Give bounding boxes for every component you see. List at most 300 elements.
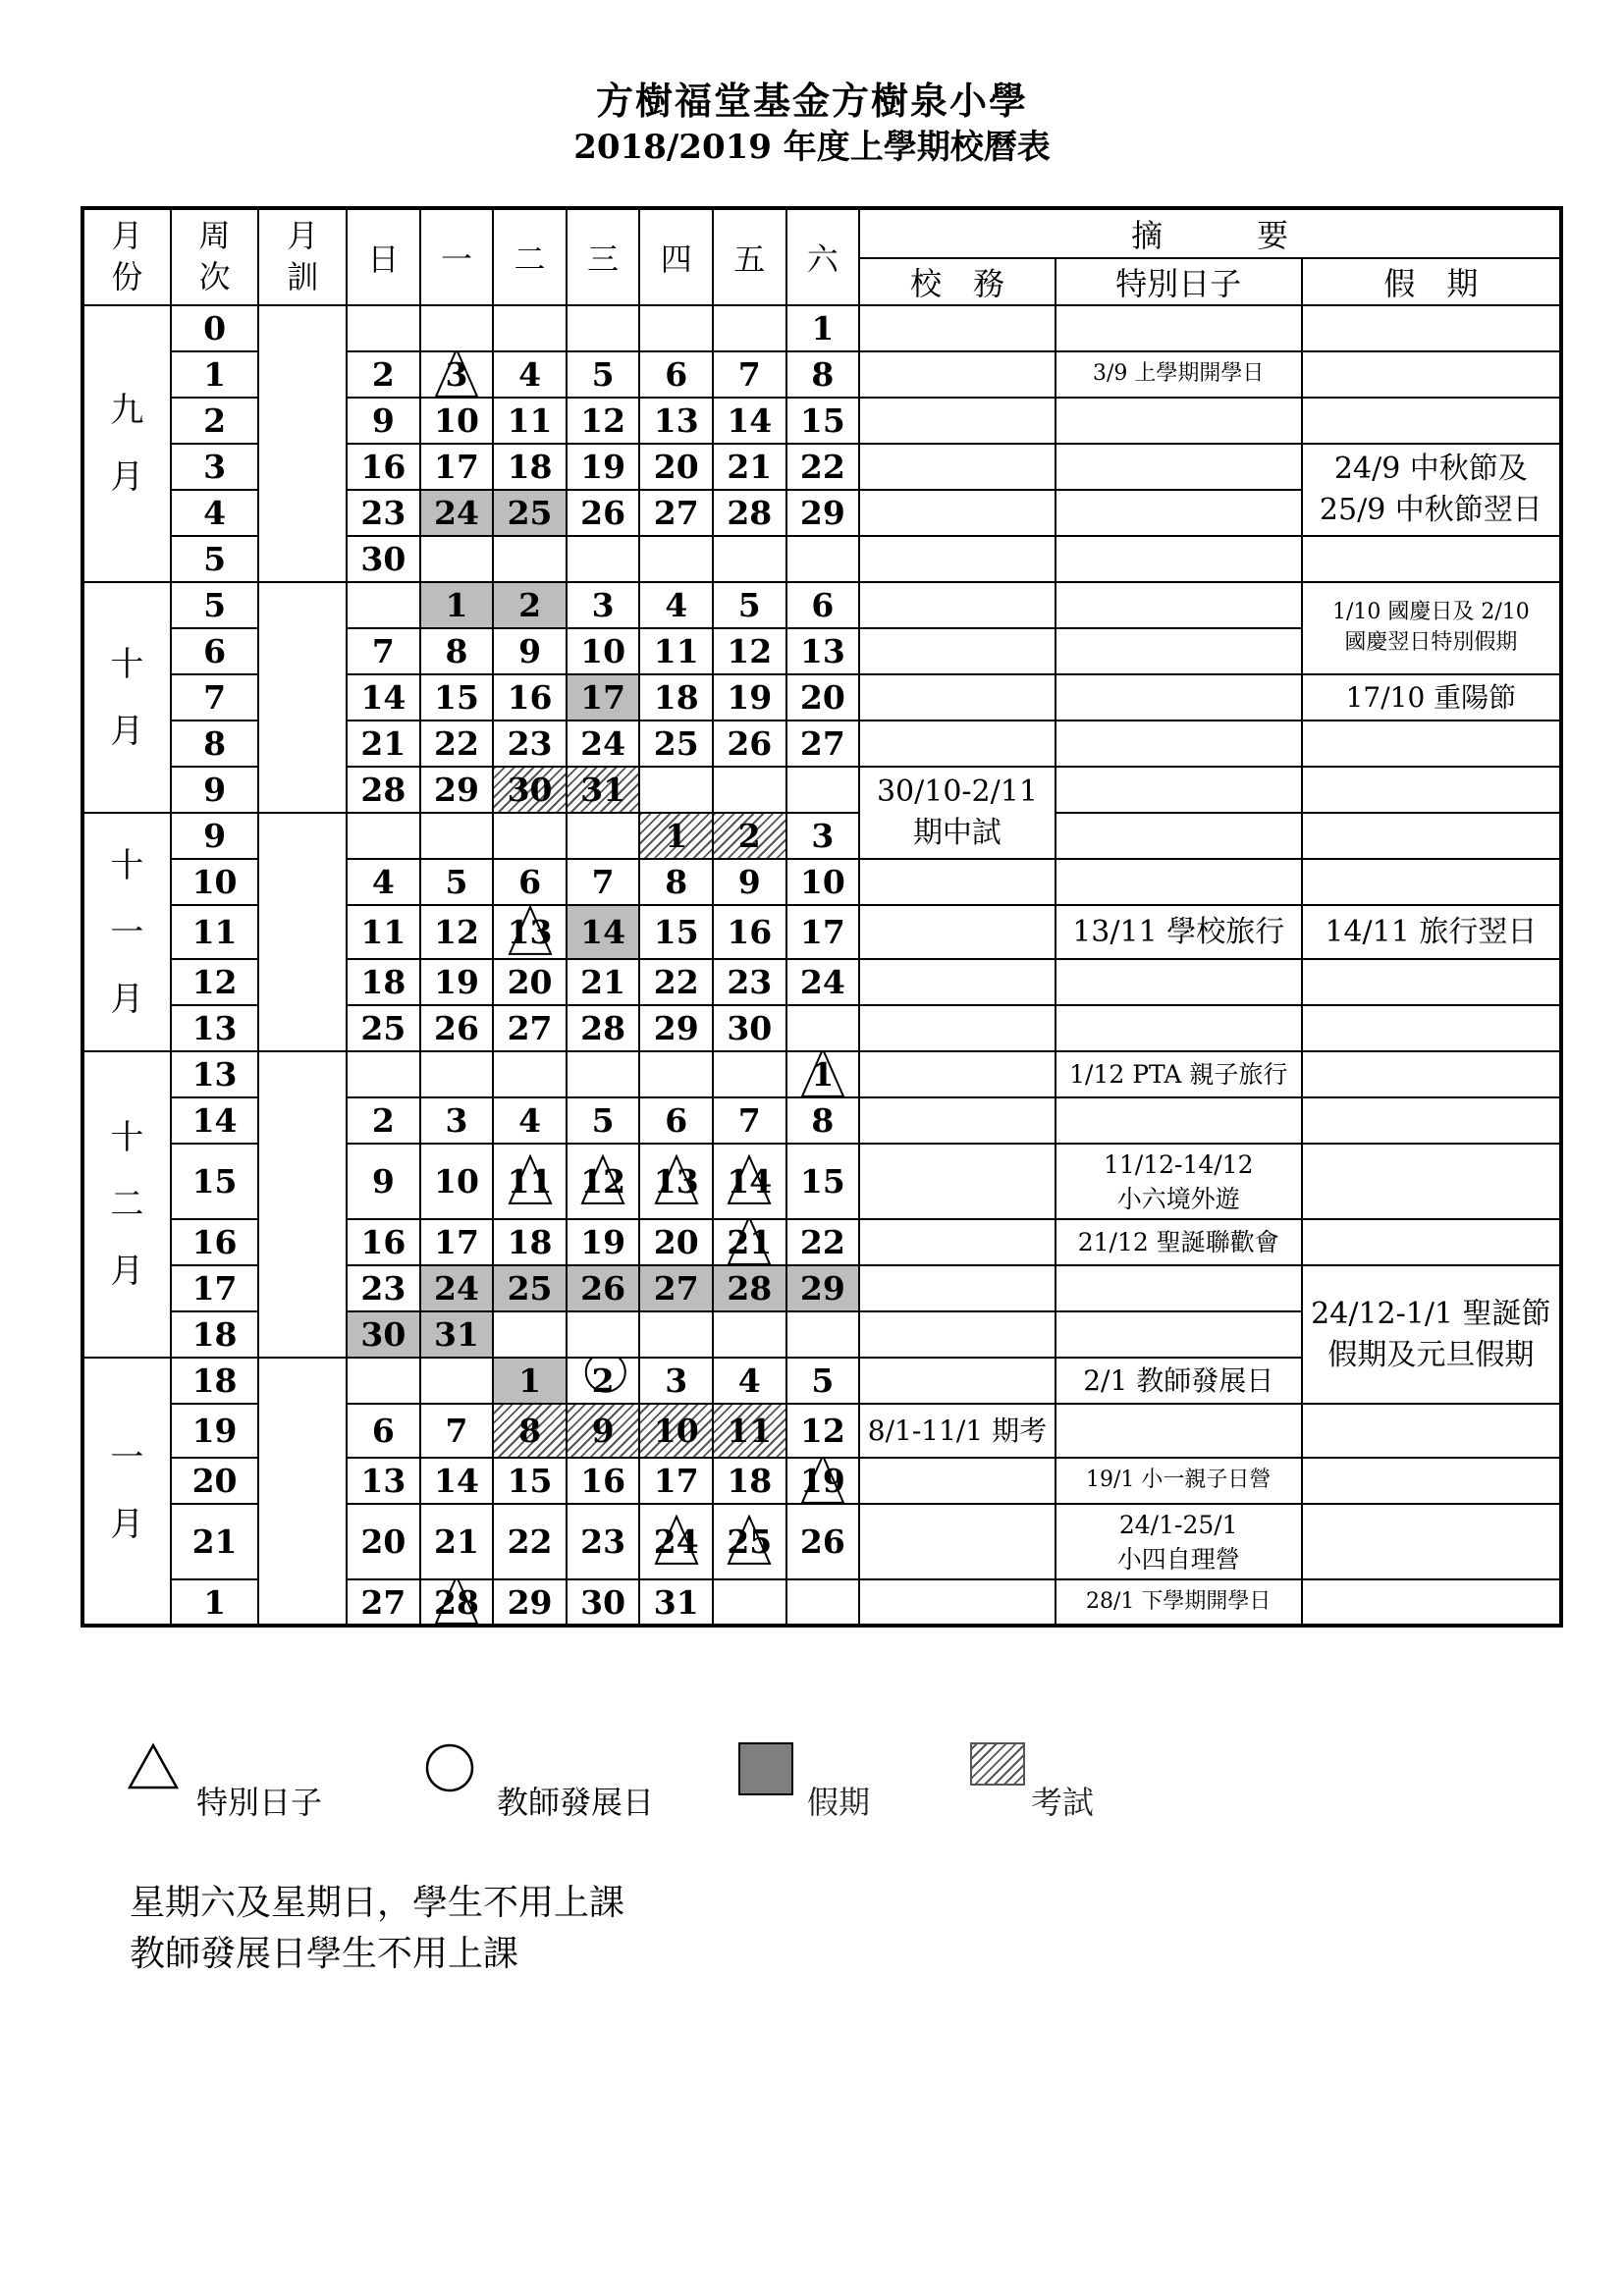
day-number: 9 [371, 401, 395, 440]
header-week-text: 周次 [198, 217, 231, 295]
day-cell [713, 444, 786, 490]
school-affairs-cell [859, 1005, 1056, 1051]
day-cell [639, 444, 713, 490]
day-number: 26 [434, 1009, 479, 1047]
day-cell [493, 1358, 567, 1404]
school-affairs-cell [859, 1051, 1056, 1097]
final-exam-note [859, 1404, 1056, 1458]
day-cell [493, 859, 567, 905]
day-number: 29 [799, 494, 845, 532]
school-affairs-cell [859, 305, 1056, 351]
day-cell [567, 1358, 640, 1404]
special-day-cell [1056, 444, 1302, 490]
school-calendar-table [81, 206, 1563, 1628]
chung-yeung-note-line: 17/10 重陽節 [1345, 680, 1517, 714]
day-number: 11 [653, 632, 699, 670]
day-number: 19 [799, 1462, 845, 1500]
day-cell [786, 859, 860, 905]
day-number: 15 [434, 678, 479, 717]
day-cell [493, 767, 567, 813]
day-number: 12 [580, 1162, 626, 1201]
day-number: 3 [591, 586, 615, 624]
day-cell [493, 1097, 567, 1144]
day-number: 16 [727, 913, 773, 951]
day-number: 20 [507, 963, 553, 1001]
day-cell [420, 1579, 494, 1626]
day-number: 22 [507, 1522, 553, 1561]
school-affairs-cell [859, 859, 1056, 905]
day-number: 27 [507, 1009, 553, 1047]
month-label-text: 十二月 [110, 1118, 144, 1291]
day-number: 29 [507, 1582, 553, 1622]
holiday-cell [1302, 536, 1561, 582]
day-number: 30 [360, 1315, 406, 1354]
day-number: 6 [665, 355, 688, 394]
day-number: 2 [737, 817, 761, 855]
legend-dev-day-label: 教師發展日 [497, 1784, 655, 1821]
special-day-cell [1056, 582, 1302, 628]
legend-exam-label: 考試 [1031, 1784, 1095, 1821]
monthly-motto-cell [258, 813, 347, 1051]
school-affairs-cell [859, 628, 1056, 674]
day-number: 9 [371, 1162, 395, 1201]
pta-trip-note-line: 1/12 PTA 親子旅行 [1069, 1060, 1288, 1089]
day-cell [786, 582, 860, 628]
p6-overseas-note-line: 11/12-14/12 [1103, 1149, 1254, 1179]
day-cell [639, 767, 713, 813]
midterm-exam-note-line: 30/10-2/11 [876, 774, 1038, 809]
day-cell [493, 1144, 567, 1219]
day-cell [639, 490, 713, 536]
day-cell [420, 721, 494, 767]
p1-camp-note-line: 19/1 小一親子日營 [1086, 1468, 1272, 1493]
day-number: 3 [665, 1362, 688, 1400]
day-number: 17 [653, 1462, 699, 1500]
p4-camp-note-line: 24/1-25/1 [1118, 1510, 1238, 1539]
after-trip-holiday-note [1302, 905, 1561, 959]
day-number: 21 [360, 724, 406, 763]
day-cell [347, 767, 420, 813]
day-cell [347, 1404, 420, 1458]
header-motto [258, 208, 347, 305]
day-cell [567, 674, 640, 721]
day-number: 4 [518, 1101, 542, 1140]
school-affairs-cell [859, 1219, 1056, 1265]
special-day-cell [1056, 1311, 1302, 1358]
day-cell [493, 905, 567, 959]
first-day-note-line: 3/9 上學期開學日 [1093, 361, 1265, 387]
holiday-swatch-icon [738, 1742, 793, 1795]
day-cell [493, 351, 567, 398]
midterm-exam-note-line: 期中試 [912, 816, 1001, 850]
day-number: 30 [360, 540, 406, 578]
day-cell [567, 1005, 640, 1051]
day-number: 6 [518, 863, 542, 901]
day-cell [639, 905, 713, 959]
day-cell [713, 490, 786, 536]
day-cell [786, 1458, 860, 1504]
day-number: 22 [434, 724, 479, 763]
day-cell [713, 859, 786, 905]
day-number: 13 [653, 1162, 699, 1201]
day-cell [420, 1265, 494, 1311]
second-term-note-line: 28/1 下學期開學日 [1086, 1588, 1272, 1614]
day-cell [493, 674, 567, 721]
day-cell [786, 1504, 860, 1579]
week-number: 0 [171, 305, 259, 351]
day-cell [639, 1311, 713, 1358]
day-number: 16 [507, 678, 553, 717]
header-summary: 摘 要 [859, 208, 1561, 258]
day-cell [639, 1219, 713, 1265]
day-number: 19 [580, 448, 626, 486]
school-affairs-cell [859, 398, 1056, 444]
week-number: 4 [171, 490, 259, 536]
header-day-mon: 一 [420, 208, 494, 305]
day-cell [347, 305, 420, 351]
day-number: 26 [727, 724, 773, 763]
day-number: 21 [727, 1223, 773, 1261]
day-cell [493, 1504, 567, 1579]
day-cell [713, 1579, 786, 1626]
day-cell [420, 1504, 494, 1579]
day-number: 30 [580, 1582, 626, 1622]
day-number: 10 [653, 1412, 699, 1450]
week-number: 17 [171, 1265, 259, 1311]
special-day-cell [1056, 721, 1302, 767]
mid-autumn-note-line: 25/9 中秋節翌日 [1319, 493, 1543, 527]
day-cell [493, 398, 567, 444]
week-number: 21 [171, 1504, 259, 1579]
day-cell [347, 674, 420, 721]
day-cell [639, 859, 713, 905]
day-cell [347, 536, 420, 582]
day-number: 2 [518, 586, 542, 624]
holiday-cell [1302, 1097, 1561, 1144]
day-cell [567, 1458, 640, 1504]
school-affairs-cell [859, 351, 1056, 398]
p1-camp-note [1056, 1458, 1302, 1504]
special-day-cell [1056, 628, 1302, 674]
day-cell [639, 1458, 713, 1504]
day-number: 8 [811, 1101, 835, 1140]
day-cell [786, 444, 860, 490]
day-number: 3 [445, 355, 468, 394]
day-number: 28 [727, 494, 773, 532]
footnote-weekend: 星期六及星期日，學生不用上課 [130, 1883, 625, 1923]
week-row [82, 1051, 1561, 1097]
monthly-motto-cell [258, 1358, 347, 1626]
day-cell [786, 351, 860, 398]
day-number: 15 [799, 1162, 845, 1201]
day-number: 25 [360, 1009, 406, 1047]
day-number: 11 [360, 913, 406, 951]
special-day-cell [1056, 536, 1302, 582]
day-number: 16 [580, 1462, 626, 1500]
special-day-cell [1056, 490, 1302, 536]
day-cell [493, 1311, 567, 1358]
national-day-note-line: 國慶翌日特別假期 [1344, 630, 1518, 655]
month-label-text: 十月 [110, 644, 144, 751]
day-cell [420, 582, 494, 628]
day-number: 14 [434, 1462, 479, 1500]
week-number: 20 [171, 1458, 259, 1504]
day-number: 12 [727, 632, 773, 670]
day-cell [567, 351, 640, 398]
day-number: 1 [811, 1055, 835, 1094]
day-cell [567, 444, 640, 490]
day-number: 14 [727, 401, 773, 440]
day-cell [786, 674, 860, 721]
day-number: 17 [799, 913, 845, 951]
day-number: 21 [434, 1522, 479, 1561]
day-cell [713, 674, 786, 721]
day-cell [347, 490, 420, 536]
day-cell [713, 1005, 786, 1051]
school-affairs-cell [859, 582, 1056, 628]
day-number: 24 [580, 724, 626, 763]
day-number: 6 [811, 586, 835, 624]
day-cell [567, 582, 640, 628]
day-cell [639, 721, 713, 767]
day-number: 18 [653, 678, 699, 717]
school-affairs-cell [859, 490, 1056, 536]
month-label [82, 813, 171, 1051]
day-cell [567, 859, 640, 905]
p4-camp-note-line: 小四自理營 [1116, 1544, 1240, 1574]
day-number: 2 [591, 1362, 615, 1400]
holiday-cell [1302, 1219, 1561, 1265]
day-number: 28 [580, 1009, 626, 1047]
day-cell [567, 1579, 640, 1626]
school-affairs-cell [859, 536, 1056, 582]
day-cell [420, 305, 494, 351]
day-cell [493, 1265, 567, 1311]
header-day-sat: 六 [786, 208, 860, 305]
special-day-cell [1056, 859, 1302, 905]
midterm-exam-note [859, 767, 1056, 859]
day-cell [786, 1219, 860, 1265]
school-affairs-cell [859, 1579, 1056, 1626]
day-cell [420, 813, 494, 859]
day-cell [493, 1219, 567, 1265]
week-number: 1 [171, 1579, 259, 1626]
day-cell [639, 398, 713, 444]
footnote-dev-day: 教師發展日學生不用上課 [130, 1934, 519, 1974]
monthly-motto-cell [258, 582, 347, 813]
day-number: 17 [434, 1223, 479, 1261]
week-number: 5 [171, 582, 259, 628]
day-cell [567, 1265, 640, 1311]
day-cell [786, 721, 860, 767]
day-cell [713, 1144, 786, 1219]
day-cell [567, 905, 640, 959]
day-cell [420, 1144, 494, 1219]
month-label-text: 十一月 [110, 845, 144, 1019]
school-trip-note [1056, 905, 1302, 959]
day-cell [639, 1265, 713, 1311]
mid-autumn-note [1302, 444, 1561, 536]
day-cell [786, 813, 860, 859]
day-number: 16 [360, 1223, 406, 1261]
day-cell [567, 305, 640, 351]
month-label [82, 1051, 171, 1358]
day-cell [786, 1311, 860, 1358]
day-cell [786, 490, 860, 536]
day-cell [567, 1404, 640, 1458]
week-row [82, 582, 1561, 628]
day-number: 5 [811, 1362, 835, 1400]
day-number: 22 [799, 1223, 845, 1261]
day-number: 28 [434, 1582, 479, 1622]
monthly-motto-cell [258, 1051, 347, 1358]
week-number: 11 [171, 905, 259, 959]
day-cell [420, 351, 494, 398]
day-cell [347, 1311, 420, 1358]
day-cell [713, 305, 786, 351]
school-affairs-cell [859, 721, 1056, 767]
day-cell [639, 813, 713, 859]
day-cell [713, 582, 786, 628]
week-number: 10 [171, 859, 259, 905]
day-number: 10 [434, 401, 479, 440]
day-number: 9 [737, 863, 761, 901]
day-number: 15 [507, 1462, 553, 1500]
day-number: 14 [580, 913, 626, 951]
christmas-holiday-note-line: 24/12-1/1 聖誕節 [1311, 1296, 1551, 1331]
day-number: 25 [727, 1522, 773, 1561]
day-cell [713, 1404, 786, 1458]
day-number: 9 [518, 632, 542, 670]
day-cell [420, 628, 494, 674]
day-cell [639, 1005, 713, 1051]
school-affairs-cell [859, 959, 1056, 1005]
header-day-fri: 五 [713, 208, 786, 305]
day-number: 8 [518, 1412, 542, 1450]
day-number: 4 [665, 586, 688, 624]
day-cell [786, 1097, 860, 1144]
day-cell [639, 582, 713, 628]
christmas-holiday-note [1302, 1265, 1561, 1404]
second-term-note [1056, 1579, 1302, 1626]
day-number: 11 [507, 1162, 553, 1201]
day-cell [347, 1504, 420, 1579]
day-cell [713, 628, 786, 674]
day-cell [713, 398, 786, 444]
day-number: 17 [580, 678, 626, 717]
day-number: 12 [799, 1412, 845, 1450]
day-number: 7 [737, 355, 761, 394]
day-number: 2 [371, 1101, 395, 1140]
school-affairs-cell [859, 1097, 1056, 1144]
day-number: 13 [799, 632, 845, 670]
day-cell [567, 1311, 640, 1358]
day-cell [420, 1358, 494, 1404]
day-cell [567, 767, 640, 813]
day-number: 31 [434, 1315, 479, 1354]
day-number: 26 [580, 494, 626, 532]
day-cell [347, 813, 420, 859]
school-affairs-cell [859, 1504, 1056, 1579]
school-affairs-cell [859, 905, 1056, 959]
day-cell [347, 1219, 420, 1265]
day-number: 23 [360, 1269, 406, 1308]
day-cell [493, 1051, 567, 1097]
special-day-cell [1056, 813, 1302, 859]
week-number: 19 [171, 1404, 259, 1458]
day-number: 15 [653, 913, 699, 951]
legend-special-label: 特別日子 [196, 1784, 323, 1821]
week-number: 9 [171, 767, 259, 813]
day-cell [347, 1051, 420, 1097]
day-cell [493, 305, 567, 351]
day-cell [786, 1144, 860, 1219]
day-cell [786, 536, 860, 582]
week-number: 7 [171, 674, 259, 721]
day-cell [713, 1458, 786, 1504]
day-cell [493, 1579, 567, 1626]
day-number: 5 [445, 863, 468, 901]
day-cell [347, 905, 420, 959]
holiday-cell [1302, 1404, 1561, 1458]
day-number: 26 [799, 1522, 845, 1561]
day-cell [639, 674, 713, 721]
day-cell [639, 628, 713, 674]
day-number: 19 [434, 963, 479, 1001]
day-cell [567, 398, 640, 444]
day-cell [713, 1219, 786, 1265]
day-cell [567, 1219, 640, 1265]
header-week [171, 208, 259, 305]
holiday-cell [1302, 351, 1561, 398]
day-cell [420, 1311, 494, 1358]
day-cell [347, 1005, 420, 1051]
day-cell [420, 490, 494, 536]
day-number: 10 [434, 1162, 479, 1201]
day-cell [713, 1504, 786, 1579]
day-number: 7 [445, 1412, 468, 1450]
day-cell [493, 536, 567, 582]
holiday-cell [1302, 959, 1561, 1005]
day-number: 8 [445, 632, 468, 670]
p6-overseas-note-line: 小六境外遊 [1116, 1184, 1240, 1213]
day-number: 15 [799, 401, 845, 440]
school-affairs-cell [859, 1265, 1056, 1311]
day-cell [420, 398, 494, 444]
pta-trip-note [1056, 1051, 1302, 1097]
day-number: 23 [360, 494, 406, 532]
school-affairs-cell [859, 1358, 1056, 1404]
holiday-cell [1302, 1504, 1561, 1579]
day-cell [567, 1097, 640, 1144]
day-number: 8 [665, 863, 688, 901]
day-cell [420, 905, 494, 959]
holiday-cell [1302, 1458, 1561, 1504]
week-row [82, 305, 1561, 351]
christmas-party-note-line: 21/12 聖誕聯歡會 [1077, 1228, 1279, 1256]
day-number: 13 [360, 1462, 406, 1500]
day-number: 20 [360, 1522, 406, 1561]
day-cell [420, 959, 494, 1005]
day-cell [420, 1051, 494, 1097]
school-name: 方樹福堂基金方樹泉小學 [595, 79, 1028, 123]
national-day-note [1302, 582, 1561, 674]
day-cell [639, 1404, 713, 1458]
mid-autumn-note-line: 24/9 中秋節及 [1333, 452, 1528, 486]
special-day-cell [1056, 1404, 1302, 1458]
day-cell [420, 1097, 494, 1144]
week-number: 9 [171, 813, 259, 859]
